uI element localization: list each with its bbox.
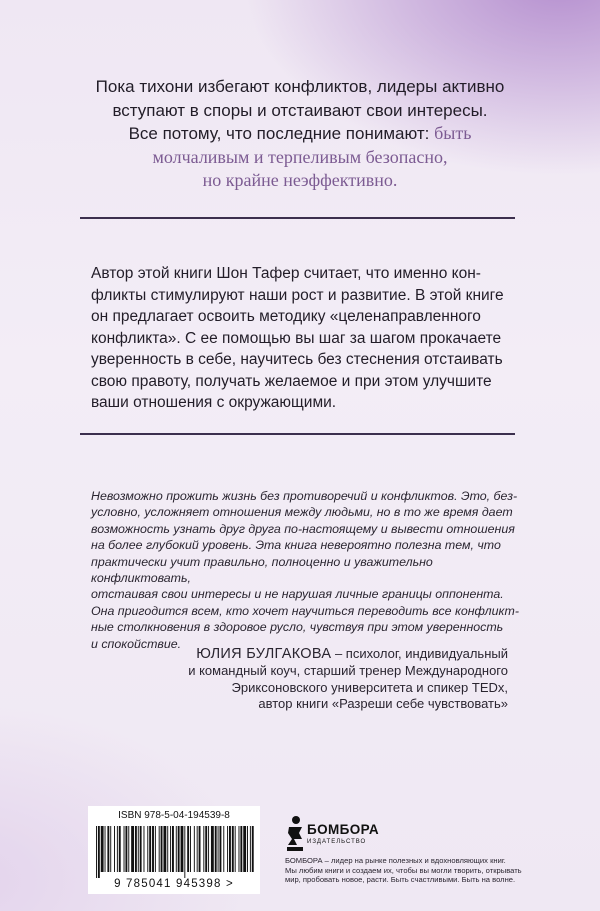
quote-line: и спокойствие. [91,636,182,651]
publisher-desc-line: БОМБОРА – лидер на рынке полезных и вдохновляющих книг. [285,856,506,865]
publisher-description [285,856,525,885]
quote-line: возможность узнать друг друга по-настоящему и вывести отношения [91,521,515,536]
attribution-line [188,646,508,663]
quote-attribution [188,646,508,713]
barcode [88,806,260,894]
publisher-desc-line: мир, пробовать новое, расти. Быть счастливыми. Быть на волне. [285,875,516,885]
reviewer-role: – психолог, индивидуальный [331,646,508,661]
intro-highlight: но крайне неэффективно. [202,170,398,190]
publisher-subtitle: ИЗДАТЕЛЬСТВО [307,839,367,845]
reviewer-name: ЮЛИЯ БУЛГАКОВА [196,646,332,662]
publisher-name: БОМБОРА [307,822,380,837]
isbn-label: ISBN 978-5-04-194539-8 [118,810,230,821]
description-line: свою правоту, получать желаемое и при этом улучшите [91,372,492,390]
quote-line: Невозможно прожить жизнь без противоречий и конфликтов. Это, без- [91,489,518,503]
intro-line: Пока тихони избегают конфликтов, лидеры активно [95,77,505,96]
divider-bottom [80,433,515,435]
description-line: он предлагает освоить методику «целенаправленного [91,308,481,325]
description-line: конфликта». С ее помощью вы шаг за шагом прокачаете [91,329,502,347]
attribution-line: автор книги «Разреши себе чувствовать» [258,696,508,712]
quote-line: ные столкновения в здоровое русло, чувствуя при этом уверенность [91,620,504,635]
bombora-logo-icon [285,815,305,855]
quote-line: Она пригодится всем, кто хочет научиться переводить все конфликт- [91,603,519,618]
intro-line: вступают в споры и отстаивают свои интересы. [112,100,488,120]
intro-highlight: молчаливым и терпеливым безопасно, [152,146,448,167]
description-line: ваши отношения с окружающими. [91,394,337,411]
description-line: Автор этой книги Шон Тафер считает, что именно кон- [91,265,481,282]
description-line: уверенность в себе, научитесь без стеснения отстаивать [91,351,503,368]
quote-line: на более глубокий уровень. Эта книга невероятно полезна тем, что [91,538,501,553]
intro-text: Все потому, что последние понимают: [128,124,435,143]
description-line: фликты стимулируют наши рост и развитие. В этой книге [91,286,504,304]
review-quote [91,488,523,652]
attribution-line: и командный коуч, старший тренер Международного [188,662,508,678]
intro-highlight: быть [434,123,472,143]
attribution-line: Эриксоновского университета и спикер TEDx, [231,679,508,695]
publisher-desc-line: Мы любим книги и создаем их, чтобы вы могли творить, открывать [285,865,522,875]
publisher-logo [285,815,380,861]
quote-line: условно, усложняет отношения между людьми, но в то же время дает [91,505,513,520]
quote-line: практически учит правильно, полноценно и уважительно конфликтовать, [91,554,433,586]
description-paragraph [91,263,511,414]
intro-paragraph [0,75,600,193]
divider-top [80,217,515,219]
barcode-digits: 9 785041 945398 > [114,878,234,890]
barcode-bars [94,826,254,878]
intro-line [0,122,600,146]
quote-line: отстаивая свои интересы и не нарушая личные границы оппонента. [91,587,504,602]
